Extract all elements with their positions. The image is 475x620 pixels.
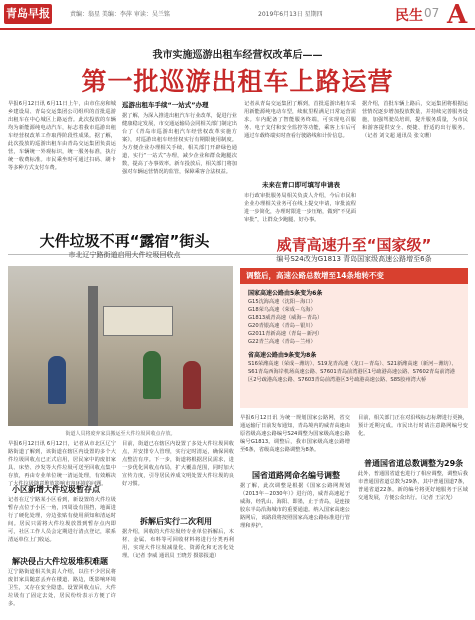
news-photo [8,266,233,426]
page-number: 07 [424,6,440,20]
left-story-subhead-1: 小区新增大件垃圾暂存点 [12,485,100,494]
left-story-subhead-2: 解决侵占大件垃圾堆积难题 [12,557,108,566]
provincial-highway-list: S16荣潍高速（荣成－潍坊）、S19龙青高速（龙口－青岛）、S21新潍高速（新河－潍坊）、S61青岛西海岸机场高速公路、S7601青岛前湾港区1号疏港高速公路、S7602青岛前湾港区2号疏港高速公路、S7603青岛前湾港区3号疏港高速公路、S85胶州湾大桥 [248,361,457,383]
top-story-col4: 据介绍，首批车辆上路后，交运集团将根据运营情况逐步增加投放数量，并持续完善服务设施，加强驾驶员培训，提升服务质量，为市民和游客提供安全、便捷、舒适的出行服务。（记者 刘文超 通讯员 张文珊） [362,101,468,139]
national-highway-item: G18荣乌高速（荣成－乌海） [248,307,316,313]
top-story-col3b: 市行政审批服务局相关负责人介绍，今后市民和企业办理相关业务可在线上提交申请，审批流程进一步简化，办理时限进一步压缩，做到“不见面审批”，让群众少跑腿、好办事。 [244,193,356,223]
top-story-col1: 早报6月12日讯 6月11日上午，由市住房和城乡建设局、青岛交运集团公司组织的首批巡游出租车在中心城区上路运营。此次投放的车辆均为新能源纯电动汽车，标志着我市巡游出租车经营权改革工作取得阶段性成果。据了解，此次投放的巡游出租车由青岛交运集团负责运营，车辆统一外观标识，统一服务标准，执行统一收费标准。市民乘坐时可通过扫码、刷卡等多种方式支付车费。 [8,101,116,171]
photo-person [183,361,201,409]
left-story-col1b: 记者在辽宁路某小区看到，新设置的大件垃圾暂存点位于小区一角，四周设有围挡，地面进行了硬化处理，旁边张贴有使用须知和清运时间。居民只需将大件垃圾放置到暂存点内即可，社区工作人员会定期进行清点登记，联系清运单位上门收运。 [8,497,116,543]
provincial-highway-heading: 省高速公路由9条变为8条 [248,352,317,359]
section-letter: A [447,0,468,30]
national-highway-item: G1813威青高速（威海－青岛） [248,315,323,321]
left-story-title: 大件垃圾不再“露宿”街头 [39,232,210,250]
photo-person [143,351,161,399]
photo-sign [103,306,173,336]
top-story-kicker: 我市实施巡游出租车经营权改革后—— [152,50,323,61]
right-story-title: 威青高速升至“国家级” [276,236,432,254]
right-story-col2: 目前，相关部门正在对沿线标志标牌进行更换，预计近期完成。市民出行时请注意路网编号变化。 [358,415,468,437]
infobox-banner: 调整后，高速公路总数增至14条地转不变 [240,268,468,284]
photo-caption: 街道人员将废弃家具搬运至大件垃圾回收点存放。 [65,431,176,437]
newspaper-logo: 青岛早报 [4,4,52,24]
editor-credits: 责编：翁星 美编：李萍 审读：吴兰铭 [70,11,170,18]
right-story-subtitle: 编号S24改为G1813 青岛国家级高速公路增至6条 [276,255,432,263]
right-story-subhead-1: 国省道路网命名编号调整 [252,471,340,480]
right-story-col1: 早报6月12日讯 为统一规划国家公路网，省交通运输厅日前发布通知，青岛境内的威青高速由原省级高速公路编号S24调整为国家级高速公路编号G1813。调整后，我市国家级高速公路增至6条，省级高速公路调整为8条。 [240,415,350,453]
issue-date: 2019年6月13日 星期四 [258,11,323,18]
top-story-col3-title: 未来在青口即可填写申请表 [262,181,340,189]
photo-person [48,356,66,404]
left-story-subtitle: 市北辽宁路街道启用大件垃圾回收点 [68,251,181,259]
left-story-subhead-3: 拆解后实行二次利用 [140,517,212,526]
national-highway-heading: 国家高速公路由5条变为6条 [248,290,323,297]
highway-infobox [240,268,468,408]
right-story-col2b: 此外，普通国省道也进行了相应调整，调整后我市普通国省道总数为29条，其中普通国道7条，普通省道22条。新的编号将更好地服务于区域交通发展，方便公众出行。（记者 王宗光） [358,471,468,501]
photo-pole [88,286,98,426]
left-story-col2: 目前，街道已在辖区内设置了多处大件垃圾回收点，并安排专人管理，实行定时清运，确保回收点整洁有序。下一步，街道将根据居民需求，进一步优化回收点布局，扩大覆盖范围，同时加大宣传力度，引导居民养成文明处置大件垃圾的良好习惯。 [122,441,234,487]
top-story-col3: 记者从青岛交运集团了解到，首批巡游出租车采用新能源纯电动车型，续航里程满足日常运营需求。车内配备了智能服务终端，可实现电召服务、电子支付和安全监控等功能，乘客上车后可通过车载终端实时查看行驶路线和计价信息。 [244,101,356,139]
left-story-col1c: 辽宁路街道相关负责人介绍，以往不少居民将废旧家具随意丢弃在楼道、路边，既影响环境卫生，又存在安全隐患。设置回收点后，大件垃圾有了固定去处，居民纷纷表示方便了许多。 [8,569,116,607]
top-story-col2: 据了解，为深入推进出租汽车行业改革，促进行业健康稳定发展，市交通运输局会同相关部门制定出台了《青岛市巡游出租汽车经营权改革实施方案》，对巡游出租车经营权实行有期限使用制度。为方便企业办理相关手续，相关部门开辟绿色通道，实行“一站式”办理，减少企业和群众跑腿次数，提高了办事效率。新车投放后，相关部门将加强对车辆运营情况的监管，保障乘客合法权益。 [122,113,237,175]
national-highway-item: G20青银高速（青岛－银川） [248,323,316,329]
national-highway-item: G2011青新高速（青岛－新河） [248,331,323,337]
right-story-subhead-2: 普通国省道总数调整为29条 [364,459,464,468]
left-story-col1: 早报6月12日讯 6月12日，记者从市北区辽宁路街道了解到，该街道在辖区内设置的多个大件垃圾回收点已正式启用，居民家中的废旧家具、床垫、沙发等大件垃圾可送至回收点集中存放，再由专业单位统一清运处理，有效解决了大件垃圾随意堆放影响市容环境的问题。 [8,441,116,487]
top-story-col2-title: 巡游出租车手续“一站式”办理 [122,101,209,109]
left-story-col2b: 据介绍，回收的大件垃圾经专业单位拆解后，木材、金属、布料等可回收材料将进行分类再利用，实现大件垃圾减量化、资源化和无害化处理。（记者 李威 通讯员 王晓芳 摄影报道） [122,529,234,559]
national-highway-item: G22青兰高速（青岛－兰州） [248,339,316,345]
right-story-col1b: 据了解，此次调整是根据《国家公路网规划（2013年－2030年）》进行的，威青高速起于威海，经乳山、海阳、即墨，止于青岛，是连接胶东半岛沿海城市的重要通道。纳入国家高速公路网后，该路段将按照国家高速公路标准进行管理和养护。 [240,483,350,529]
national-highway-item: G15沈海高速（沈阳－海口） [248,299,316,305]
section-name: 民生 [395,8,423,24]
top-story-headline: 第一批巡游出租车上路运营 [81,67,394,96]
masthead [0,0,475,30]
